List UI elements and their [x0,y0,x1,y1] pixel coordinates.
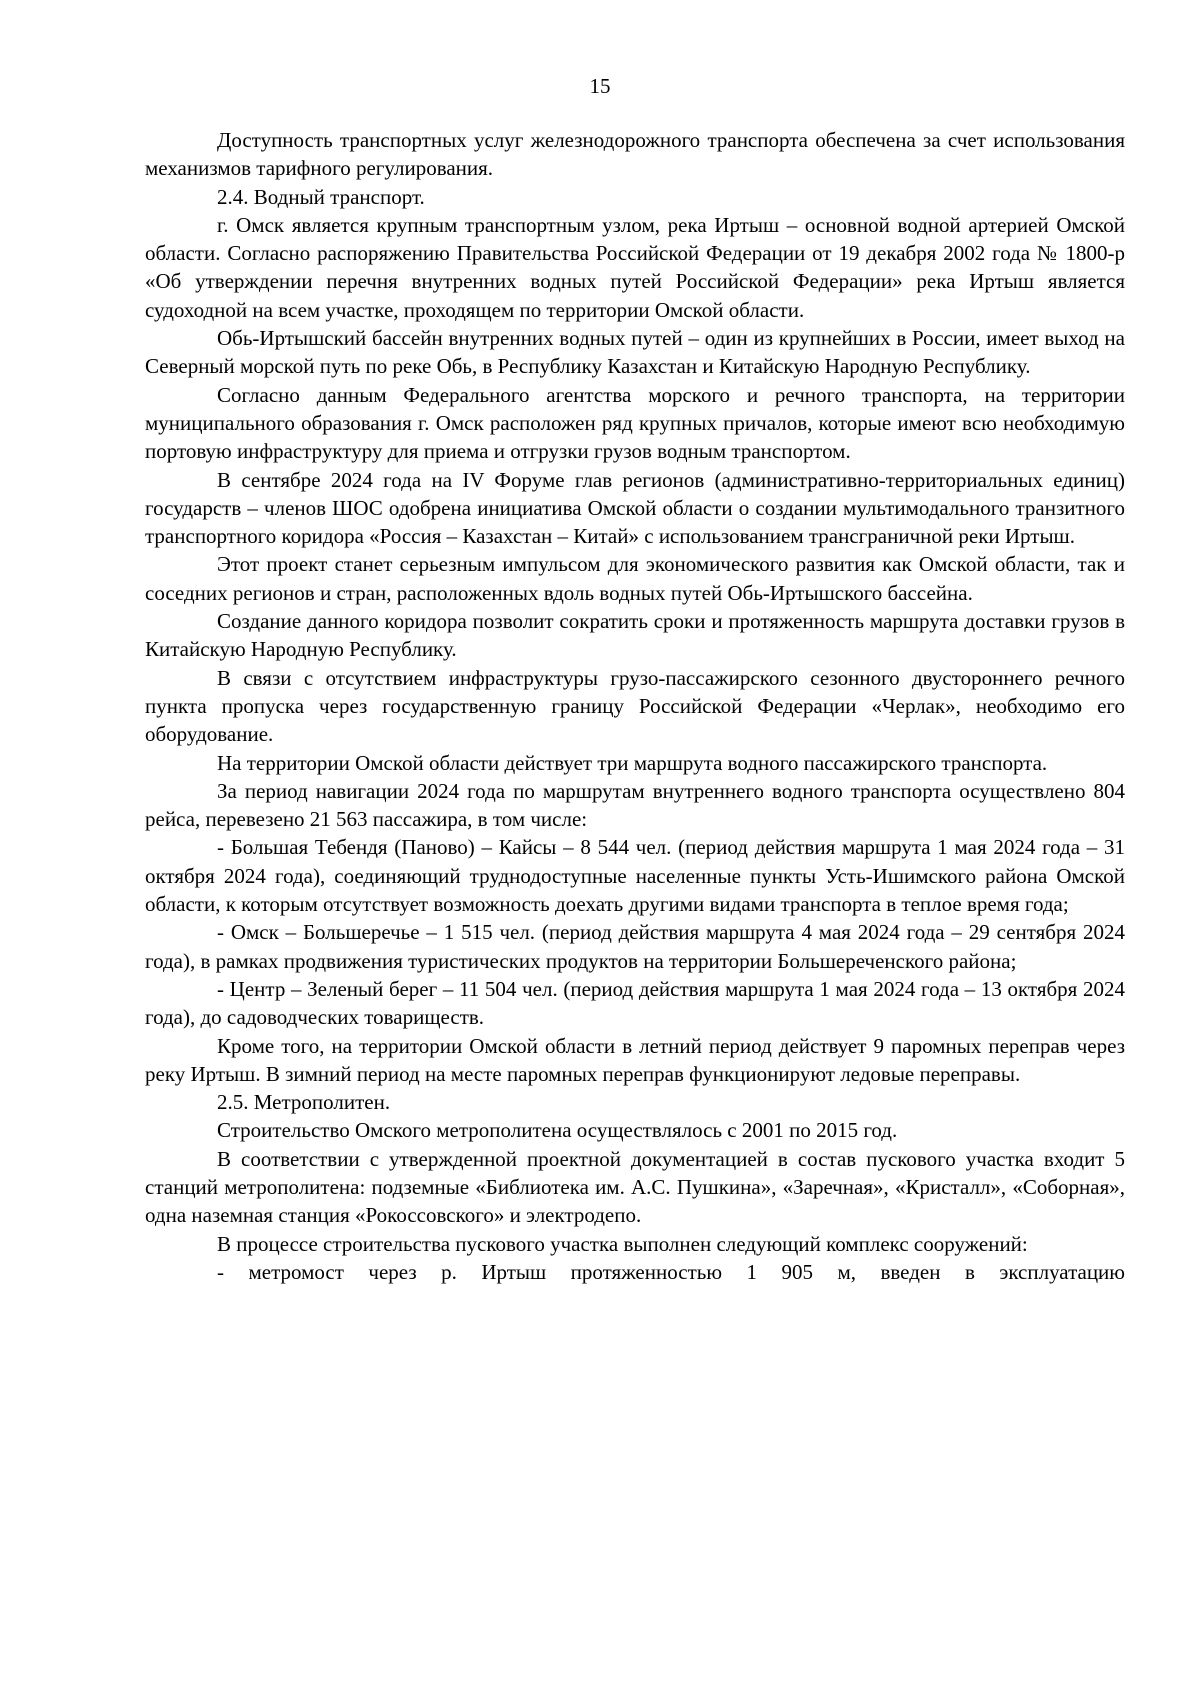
paragraph: На территории Омской области действует три маршрута водного пассажирского транспорта. [217,750,1048,775]
paragraph: Согласно данным Федерального агентства морского и речного транспорта, на территории муниципального образования г. Омск расположен ряд крупных причалов, которые имеют всю необходимую портовую инфраструктуру для приема и отгрузки грузов водным транспортом. [145,382,1125,464]
paragraph: За период навигации 2024 года по маршрутам внутреннего водного транспорта осуществлено 804 рейса, перевезено 21 563 пассажира, в том числе: [145,778,1125,832]
paragraph: В процессе строительства пускового участка выполнен следующий комплекс сооружений: [217,1231,1028,1256]
section-heading: 2.4. Водный транспорт. [217,184,425,209]
paragraph: Создание данного коридора позволит сократить сроки и протяженность маршрута доставки грузов в Китайскую Народную Республику. [145,609,1125,662]
paragraph: Кроме того, на территории Омской области в летний период действует 9 паромных переправ через реку Иртыш. В зимний период на месте паромных переправ функционируют ледовые переправы. [145,1033,1125,1086]
list-item: - метромост через р. Иртыш протяженностью 1 905 м, введен в эксплуатацию [217,1259,1125,1284]
document-body [145,126,1125,1286]
list-item: - Омск – Большеречье – 1 515 чел. (период действия маршрута 4 мая 2024 года – 29 сентября 2024 года), в рамках продвижения туристических продуктов на территории Большереченского района; [145,920,1125,973]
section-heading: 2.5. Метрополитен. [217,1090,391,1115]
page-number: 15 [589,74,611,98]
paragraph: В соответствии с утвержденной проектной документацией в состав пускового участка входит 5 станций метрополитена: подземные «Библиотека им. А.С. Пушкина», «Заречная», «Кристалл», «Соборная», одна наземная станция «Рокоссовского» и электродепо. [145,1146,1125,1228]
paragraph: В сентябре 2024 года на IV Форуме глав регионов (административно-территориальных единиц) государств – членов ШОС одобрена инициатива Омской области о создании мультимодального транзитного транспортного коридора «Россия – Казахстан – Китай» с использованием трансграничной реки Иртыш. [145,467,1125,549]
list-item: - Центр – Зеленый берег – 11 504 чел. (период действия маршрута 1 мая 2024 года – 13 октября 2024 года), до садоводческих товариществ. [145,976,1125,1030]
list-item: - Большая Тебендя (Паново) – Кайсы – 8 544 чел. (период действия маршрута 1 мая 2024 года – 31 октября 2024 года), соединяющий труднодоступные населенные пункты Усть-Ишимского района Омской области, к которым отсутствует возможность доехать другими видами транспорта в теплое время года; [145,835,1125,917]
paragraph: Доступность транспортных услуг железнодорожного транспорта обеспечена за счет использования механизмов тарифного регулирования. [145,128,1125,181]
paragraph: Этот проект станет серьезным импульсом для экономического развития как Омской области, так и соседних регионов и стран, расположенных вдоль водных путей Обь-Иртышского бассейна. [145,552,1125,605]
paragraph: Строительство Омского метрополитена осуществлялось с 2001 по 2015 год. [217,1118,898,1143]
paragraph: В связи с отсутствием инфраструктуры грузо-пассажирского сезонного двустороннего речного пункта пропуска через государственную границу Российской Федерации «Черлак», необходимо его оборудование. [145,665,1125,747]
paragraph: г. Омск является крупным транспортным узлом, река Иртыш – основной водной артерией Омской области. Согласно распоряжению Правительства Российской Федерации от 19 декабря 2002 года № 1800-р «Об утверждении перечня внутренних водных путей Российской Федерации» река Иртыш является судоходной на всем участке, проходящем по территории Омской области. [145,212,1125,322]
paragraph: Обь-Иртышский бассейн внутренних водных путей – один из крупнейших в России, имеет выход на Северный морской путь по реке Обь, в Республику Казахстан и Китайскую Народную Республику. [145,326,1125,379]
